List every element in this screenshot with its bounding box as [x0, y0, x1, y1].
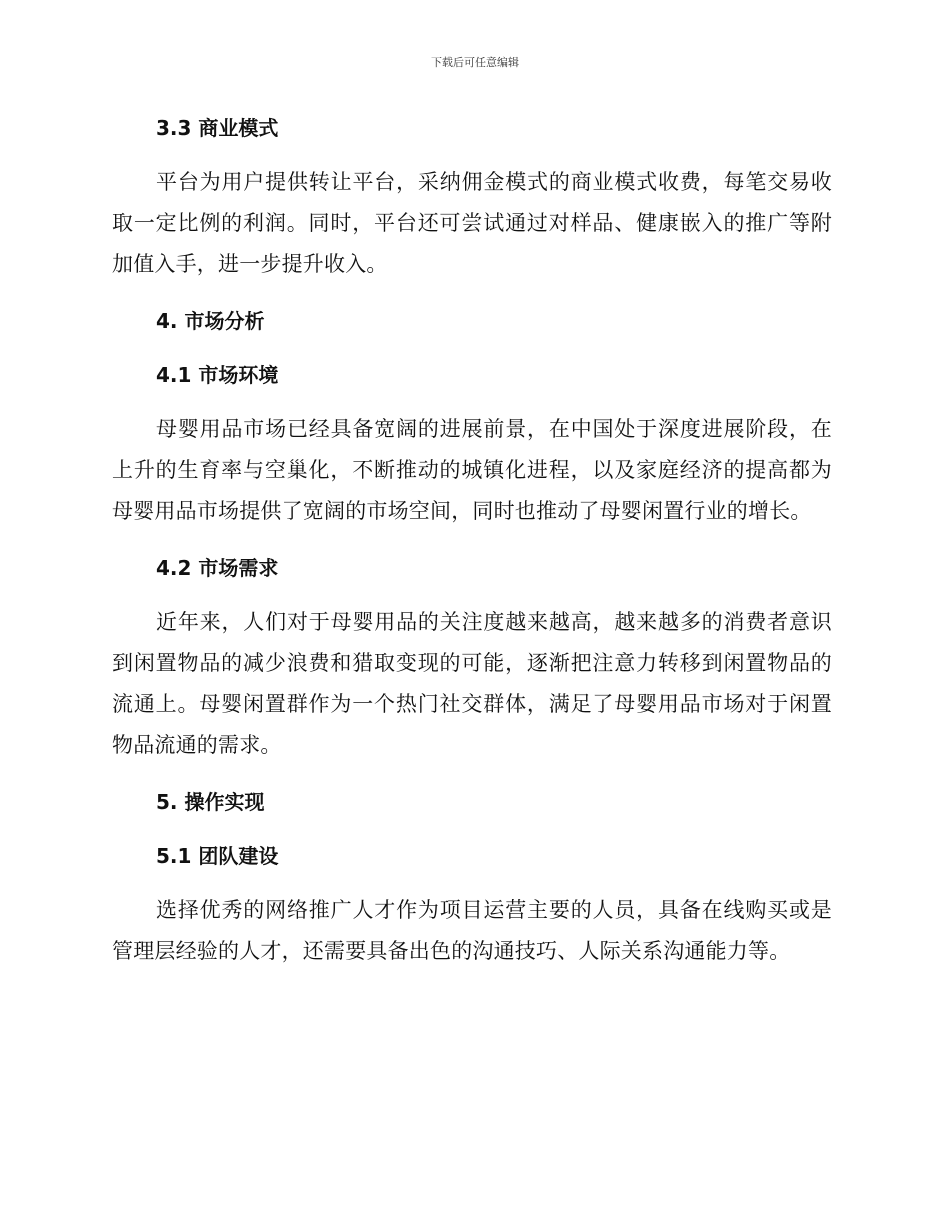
- paragraph-business-model: 平台为用户提供转让平台，采纳佣金模式的商业模式收费，每笔交易收取一定比例的利润。同时，平台还可尝试通过对样品、健康嵌入的推广等附加值入手，进一步提升收入。: [112, 170, 832, 276]
- section-heading-5-1: 5.1 团队建设: [156, 844, 279, 868]
- section-heading-4-2: 4.2 市场需求: [156, 556, 279, 580]
- section-heading-5: 5. 操作实现: [156, 790, 265, 814]
- document-body: [112, 110, 832, 972]
- section-heading-3-3: 3.3 商业模式: [156, 116, 279, 140]
- paragraph-market-environment: 母婴用品市场已经具备宽阔的进展前景，在中国处于深度进展阶段，在上升的生育率与空巢化，不断推动的城镇化进程，以及家庭经济的提高都为母婴用品市场提供了宽阔的市场空间，同时也推动了母婴闲置行业的增长。: [112, 417, 832, 523]
- paragraph-team-building: 选择优秀的网络推广人才作为项目运营主要的人员，具备在线购买或是管理层经验的人才，还需要具备出色的沟通技巧、人际关系沟通能力等。: [112, 898, 832, 963]
- section-heading-4: 4. 市场分析: [156, 309, 265, 333]
- header-note: 下载后可任意编辑: [431, 56, 519, 69]
- section-heading-4-1: 4.1 市场环境: [156, 363, 279, 387]
- paragraph-market-demand: 近年来，人们对于母婴用品的关注度越来越高，越来越多的消费者意识到闲置物品的减少浪费和猎取变现的可能，逐渐把注意力转移到闲置物品的流通上。母婴闲置群作为一个热门社交群体，满足了母婴用品市场对于闲置物品流通的需求。: [112, 610, 832, 757]
